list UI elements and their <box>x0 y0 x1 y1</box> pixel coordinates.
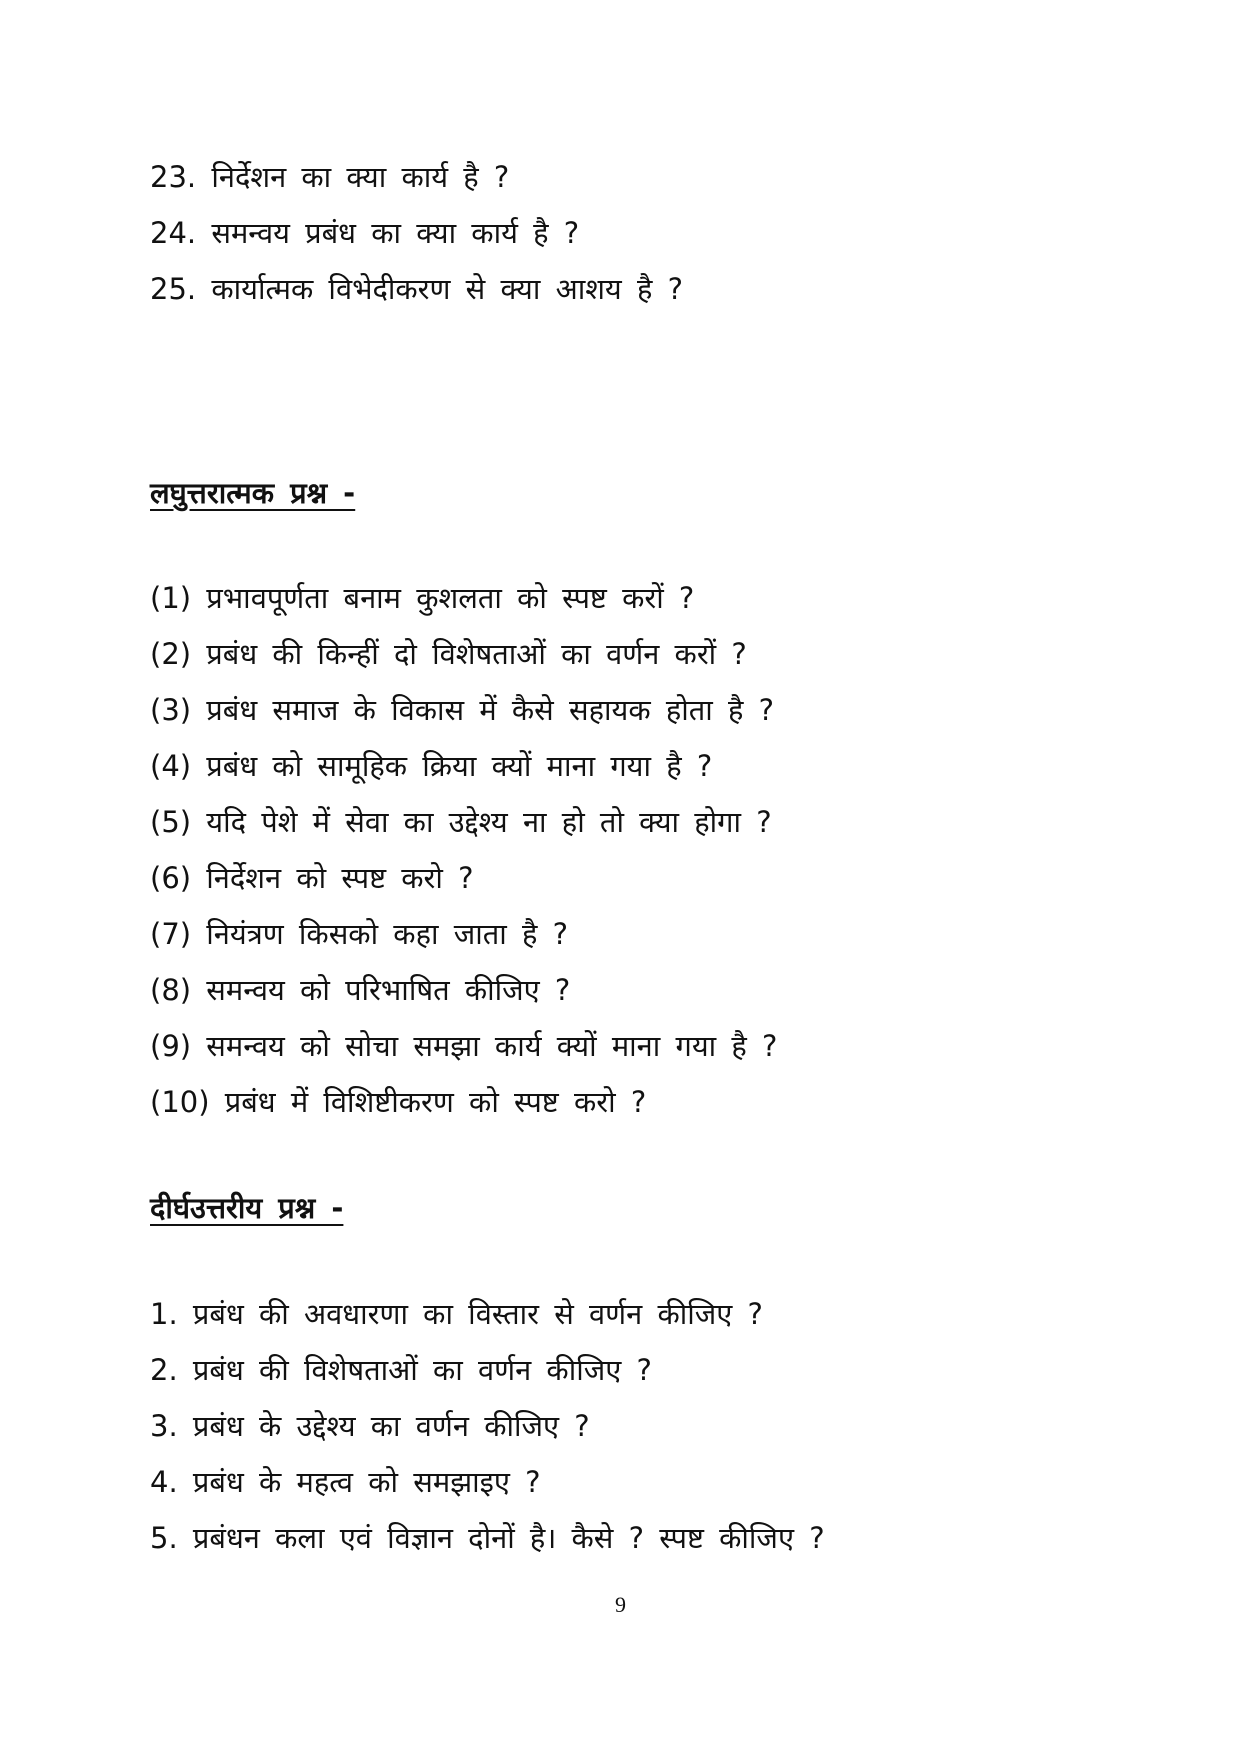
question-25: 25. कार्यात्मक विभेदीकरण से क्या आशय है ? <box>150 272 683 306</box>
long-question-2: 2. प्रबंध की विशेषताओं का वर्णन कीजिए ? <box>150 1353 652 1387</box>
short-question-9: (9) समन्वय को सोचा समझा कार्य क्यों माना गया है ? <box>150 1029 778 1063</box>
page-number: 9 <box>615 1592 626 1617</box>
short-question-1: (1) प्रभावपूर्णता बनाम कुशलता को स्पष्ट करों ? <box>150 581 695 615</box>
short-question-2: (2) प्रबंध की किन्हीं दो विशेषताओं का वर्णन करों ? <box>150 637 747 671</box>
short-question-5: (5) यदि पेशे में सेवा का उद्देश्य ना हो तो क्या होगा ? <box>150 805 772 839</box>
short-question-8: (8) समन्वय को परिभाषित कीजिए ? <box>150 973 571 1007</box>
short-question-6: (6) निर्देशन को स्पष्ट करो ? <box>150 861 474 895</box>
short-question-7: (7) नियंत्रण किसको कहा जाता है ? <box>150 917 569 951</box>
short-question-4: (4) प्रबंध को सामूहिक क्रिया क्यों माना गया है ? <box>150 749 713 783</box>
long-question-3: 3. प्रबंध के उद्देश्य का वर्णन कीजिए ? <box>150 1409 590 1443</box>
long-answer-heading: दीर्घउत्तरीय प्रश्न - <box>150 1191 344 1225</box>
long-question-1: 1. प्रबंध की अवधारणा का विस्तार से वर्णन कीजिए ? <box>150 1297 763 1331</box>
question-23: 23. निर्देशन का क्या कार्य है ? <box>150 160 510 194</box>
short-answer-heading: लघुत्तरात्मक प्रश्न - <box>150 476 356 510</box>
question-24: 24. समन्वय प्रबंध का क्या कार्य है ? <box>150 216 580 250</box>
short-question-10: (10) प्रबंध में विशिष्टीकरण को स्पष्ट करो ? <box>150 1085 647 1119</box>
long-question-5: 5. प्रबंधन कला एवं विज्ञान दोनों है। कैसे ? स्पष्ट कीजिए ? <box>150 1521 825 1555</box>
short-question-3: (3) प्रबंध समाज के विकास में कैसे सहायक होता है ? <box>150 693 774 727</box>
long-question-4: 4. प्रबंध के महत्व को समझाइए ? <box>150 1465 541 1499</box>
